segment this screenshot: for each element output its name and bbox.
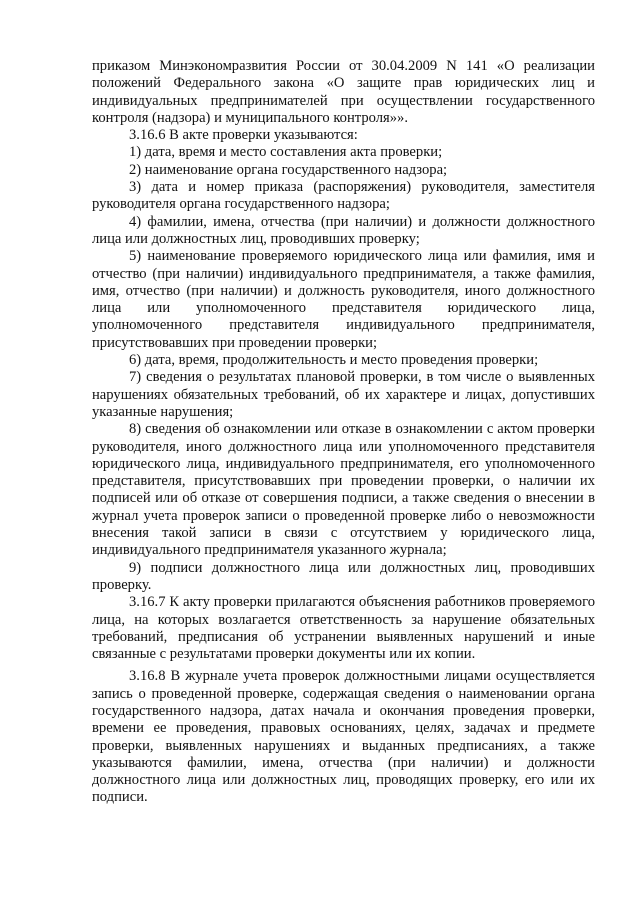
list-item-7: 7) сведения о результатах плановой проверки, в том числе о выявленных нарушениях обязательных требований, об их характере и лицах, допустивших указанные нарушения; xyxy=(92,369,595,420)
list-item-6: 6) дата, время, продолжительность и место проведения проверки; xyxy=(129,352,539,369)
section-3-16-7-paragraph: 3.16.7 К акту проверки прилагаются объяснения работников проверяемого лица, на которых возлагается ответственность за нарушение обязательных требований, предписания об устранении выявленных нарушений и иные связанные с результатами проверки документы или их копии. xyxy=(92,594,595,663)
list-item-5: 5) наименование проверяемого юридического лица или фамилия, имя и отчество (при наличии) индивидуального предпринимателя, а также фамилия, имя, отчество (при наличии) и должность руководителя, иного должностного лица или уполномоченного представителя юридического лица, уполномоченного представителя индивидуального предпринимателя, присутствовавших при проведении проверки; xyxy=(92,248,595,351)
section-3-16-8-paragraph: 3.16.8 В журнале учета проверок должностными лицами осуществляется запись о проведенной проверке, содержащая сведения о наименовании органа государственного надзора, датах начала и окончания проведения проверки, времени ее проведения, правовых основаниях, целях, задачах и предмете проверки, выявленных нарушениях и выданных предписаниях, а также указываются фамилии, имена, отчества (при наличии) и должности должностного лица или должностных лиц, проводящих проверку, его или их подписи. xyxy=(92,668,595,806)
document-page xyxy=(92,58,595,807)
list-item-1: 1) дата, время и место составления акта проверки; xyxy=(129,144,443,161)
list-item-2: 2) наименование органа государственного надзора; xyxy=(129,161,448,178)
list-item-9: 9) подписи должностного лица или должностных лиц, проводивших проверку. xyxy=(92,559,595,593)
intro-paragraph: приказом Минэкономразвития России от 30.04.2009 N 141 «О реализации положений Федерального закона «О защите прав юридических лиц и индивидуальных предпринимателей при осуществлении государственного контроля (надзора) и муниципального контроля»». xyxy=(92,58,595,126)
section-3-16-6-heading: 3.16.6 В акте проверки указываются: xyxy=(129,127,358,144)
list-item-4: 4) фамилии, имена, отчества (при наличии) и должности должностного лица или должностных лиц, проводивших проверку; xyxy=(92,213,595,247)
list-item-3: 3) дата и номер приказа (распоряжения) руководителя, заместителя руководителя органа государственного надзора; xyxy=(92,179,595,213)
list-item-8: 8) сведения об ознакомлении или отказе в ознакомлении с актом проверки руководителя, иного должностного лица или уполномоченного представителя юридического лица, индивидуального предпринимателя, его уполномоченного представителя, присутствовавших при проведении проверки, о наличии их подписей или об отказе от совершения подписи, а также сведения о внесении в журнал учета проверок записи о проведенной проверке либо о невозможности внесения такой записи в связи с отсутствием у юридического лица, индивидуального предпринимателя указанного журнала; xyxy=(92,421,595,559)
